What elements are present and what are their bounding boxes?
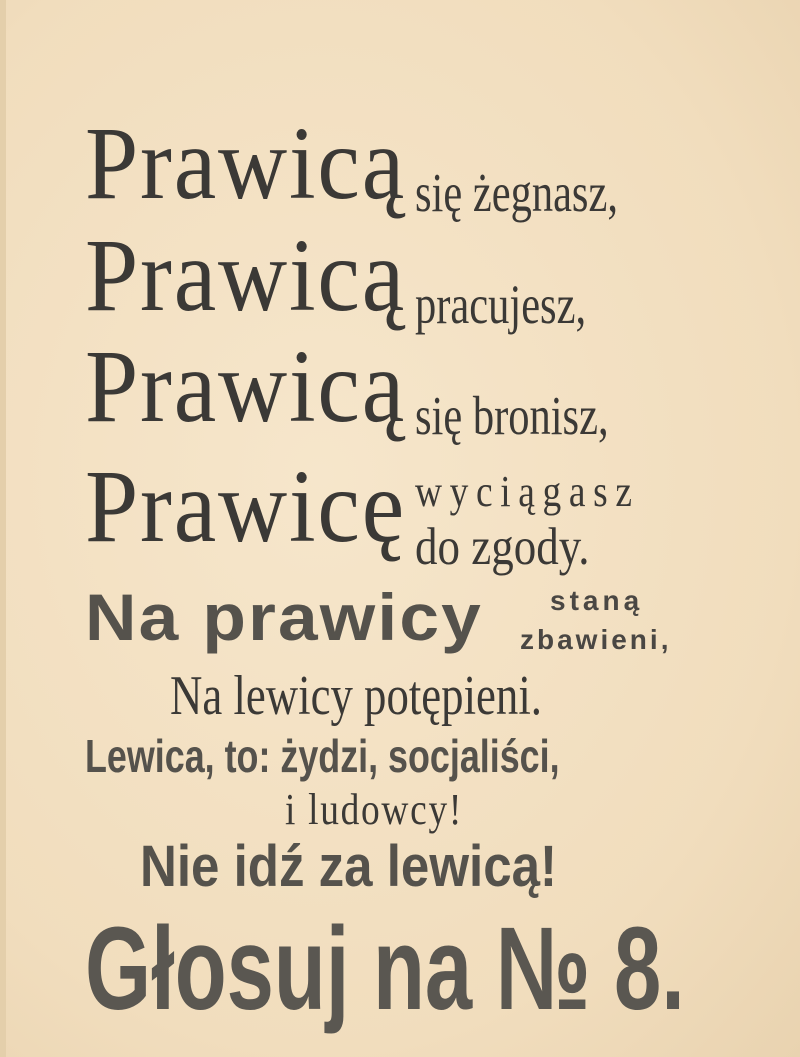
- line-2-prawica: Prawicą: [85, 218, 407, 333]
- na-prawicy: Na prawicy: [85, 580, 483, 654]
- paper-edge: [0, 0, 6, 1057]
- line-4-do-zgody: do zgody.: [415, 516, 590, 576]
- line-4-wyciagasz: wyciągasz: [415, 467, 640, 516]
- line-4-prawice: Prawicę: [85, 449, 407, 564]
- zbawieni: zbawieni,: [520, 624, 672, 655]
- line-2-rest: pracujesz,: [415, 273, 587, 336]
- lewica-to: Lewica, to: żydzi, socjaliści,: [85, 730, 560, 782]
- line-3-rest: się bronisz,: [415, 384, 609, 447]
- i-ludowcy: i ludowcy!: [285, 785, 463, 834]
- line-1-prawica: Prawicą: [85, 106, 407, 221]
- nie-idz-za-lewica: Nie idź za lewicą!: [140, 834, 557, 899]
- line-1-rest: się żegnasz,: [415, 161, 618, 224]
- stana: staną: [550, 585, 644, 616]
- glosuj-na-8: Głosuj na № 8.: [85, 903, 685, 1035]
- line-3-prawica: Prawicą: [85, 329, 407, 444]
- na-lewicy: Na lewicy potępieni.: [170, 665, 542, 727]
